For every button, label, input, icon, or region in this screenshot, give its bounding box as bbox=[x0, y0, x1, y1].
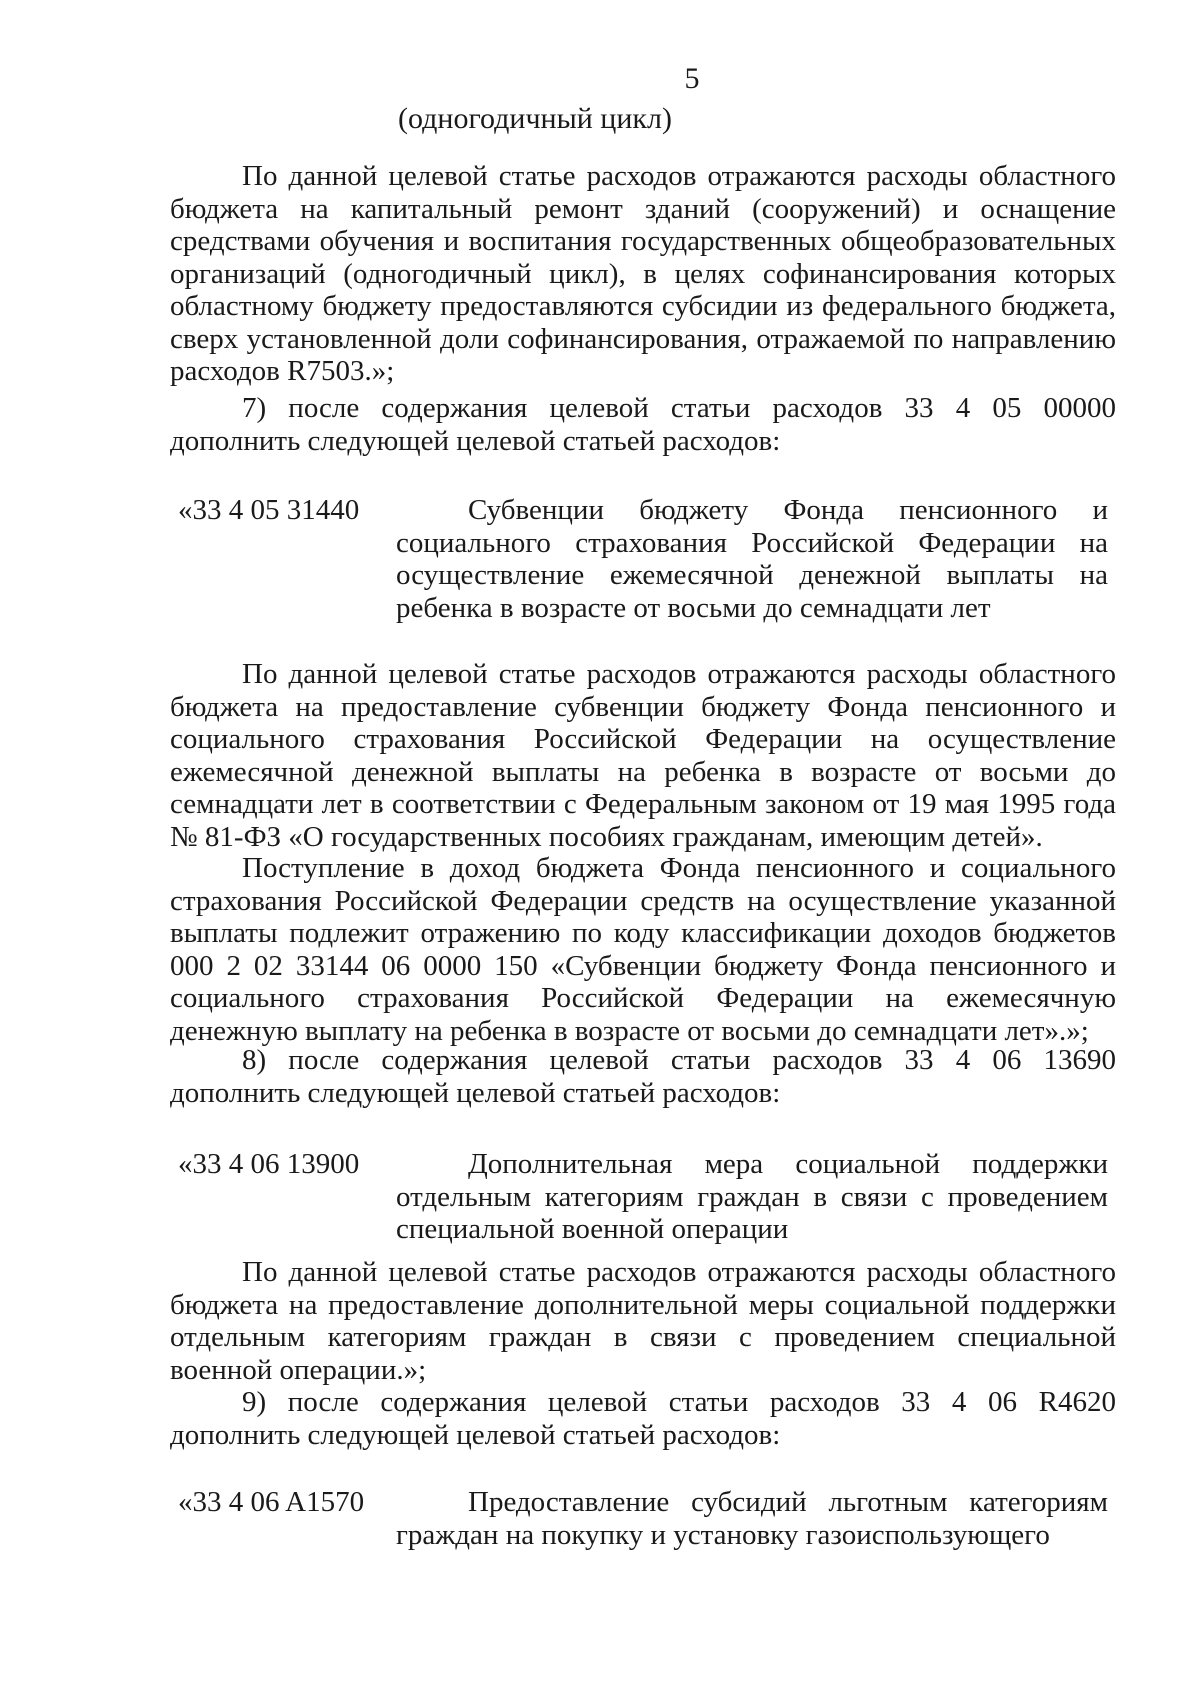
paragraph-amendment-8: 8) после содержания целевой статьи расходов 33 4 06 13690 дополнить следующей целевой статьей расходов: bbox=[170, 1044, 1116, 1109]
entry-title-2: Дополнительная мера социальной поддержки отдельным категориям граждан в связи с проведением специальной военной операции bbox=[396, 1148, 1108, 1245]
paragraph-expense-description-2: По данной целевой статье расходов отражаются расходы областного бюджета на предоставление субвенции бюджету Фонда пенсионного и социального страхования Российской Федерации на осуществление ежемесячной денежной выплаты на ребенка в возрасте от восьми до семнадцати лет в соответствии с Федеральным законом от 19 мая 1995 года № 81-ФЗ «О государственных пособиях гражданам, имеющим детей». bbox=[170, 658, 1116, 853]
paragraph-revenue-classification: Поступление в доход бюджета Фонда пенсионного и социального страхования Российской Федерации средств на осуществление указанной выплаты подлежит отражению по коду классификации доходов бюджетов 000 2 02 33144 06 0000 150 «Субвенции бюджету Фонда пенсионного и социального страхования Российской Федерации на ежемесячную денежную выплату на ребенка в возрасте от восьми до семнадцати лет».»; bbox=[170, 852, 1116, 1047]
entry-title-1: Субвенции бюджету Фонда пенсионного и социального страхования Российской Федерации на осуществление ежемесячной денежной выплаты на ребенка в возрасте от восьми до семнадцати лет bbox=[396, 494, 1108, 624]
paragraph-expense-description-1: По данной целевой статье расходов отражаются расходы областного бюджета на капитальный ремонт зданий (сооружений) и оснащение средствами обучения и воспитания государственных общеобразовательных организаций (одногодичный цикл), в целях софинансирования которых областному бюджету предоставляются субсидии из федерального бюджета, сверх установленной доли софинансирования, отражаемой по направлению расходов R7503.»; bbox=[170, 160, 1116, 387]
paragraph-expense-description-3: По данной целевой статье расходов отражаются расходы областного бюджета на предоставление дополнительной меры социальной поддержки отдельным категориям граждан в связи с проведением специальной военной операции.»; bbox=[170, 1256, 1116, 1386]
entry-code-1: «33 4 05 31440 bbox=[178, 494, 360, 526]
page-number: 5 bbox=[684, 62, 700, 95]
entry-title-3: Предоставление субсидий льготным категориям граждан на покупку и установку газоиспользующего bbox=[396, 1486, 1108, 1551]
paragraph-amendment-7: 7) после содержания целевой статьи расходов 33 4 05 00000 дополнить следующей целевой статьей расходов: bbox=[170, 392, 1116, 457]
entry-code-2: «33 4 06 13900 bbox=[178, 1148, 360, 1180]
paragraph-amendment-9: 9) после содержания целевой статьи расходов 33 4 06 R4620 дополнить следующей целевой статьей расходов: bbox=[170, 1386, 1116, 1451]
continued-title-line: (одногодичный цикл) bbox=[398, 102, 672, 135]
entry-code-3: «33 4 06 A1570 bbox=[178, 1486, 365, 1518]
